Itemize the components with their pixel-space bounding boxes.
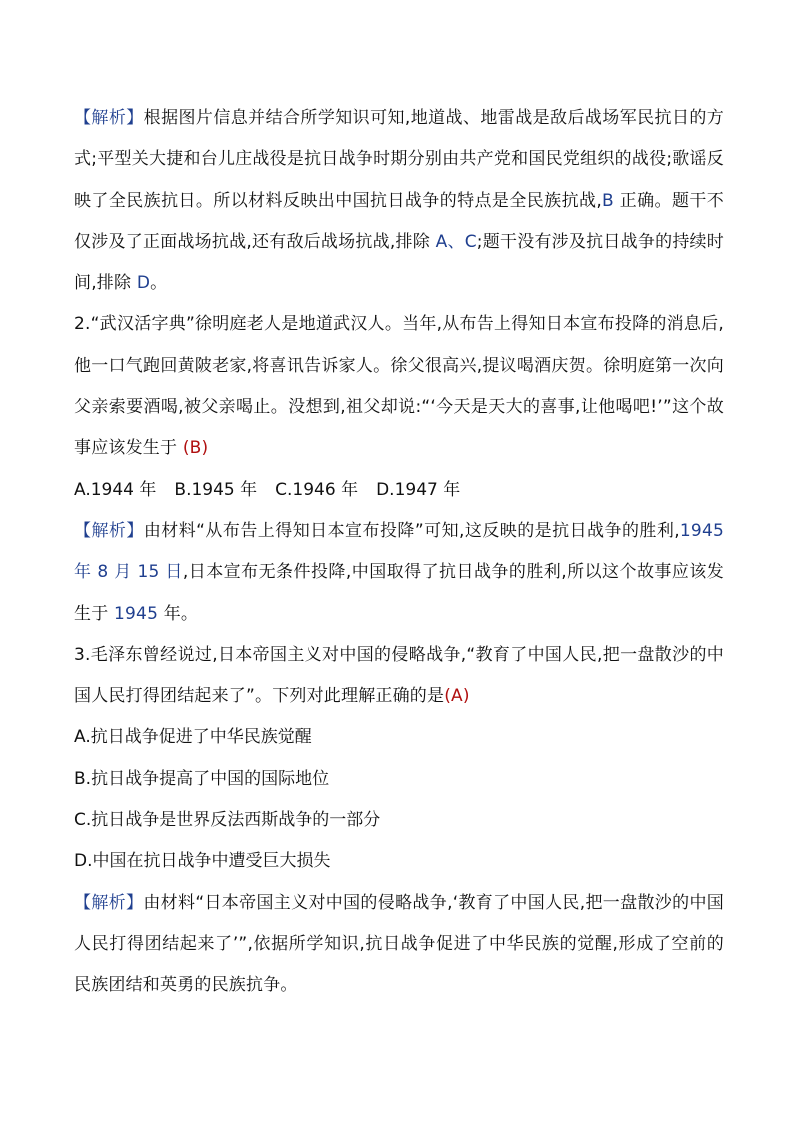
date-text: 1945 年 8 月 15 日	[74, 520, 724, 583]
answer-ref: B	[602, 190, 614, 211]
question-stem: 3.毛泽东曾经说过,日本帝国主义对中国的侵略战争,“教育了中国人民,把一盘散沙的中国人民打得团结起来了”。下列对此理解正确的是	[74, 644, 724, 707]
q3-option-a: A.抗日战争促进了中华民族觉醒	[74, 727, 312, 748]
analysis-text: 根据图片信息并结合所学知识可知,地道战、地雷战是敌后战场军民抗日的方式;平型关大捷和台儿庄战役是抗日战争时期分别由共产党和国民党组织的战役;歌谣反映了全民族抗日。所以材料反映出中国抗日战争的特点是全民族抗战,	[74, 108, 724, 211]
q3-option-c: C.抗日战争是世界反法西斯战争的一部分	[74, 810, 381, 831]
option-a: A.1944 年	[74, 479, 157, 500]
q2-analysis	[74, 511, 724, 635]
answer: (A)	[444, 686, 470, 707]
analysis-text: ,日本宣布无条件投降,中国取得了抗日战争的胜利,所以这个故事应该发生于	[74, 562, 724, 624]
analysis-text: 。	[150, 273, 168, 294]
q1-analysis	[74, 98, 724, 304]
excluded-options: D	[136, 273, 151, 294]
analysis-tag: 【解析】	[74, 892, 144, 913]
year-text: 1945	[114, 603, 159, 624]
analysis-text: 由材料“从布告上得知日本宣布投降”可知,这反映的是抗日战争的胜利,	[143, 520, 680, 541]
analysis-text: 由材料“日本帝国主义对中国的侵略战争,‘教育了中国人民,把一盘散沙的中国人民打得团结起来了’”,依据所学知识,抗日战争促进了中华民族的觉醒,形成了空前的民族团结和英勇的民族抗争。	[74, 892, 724, 996]
analysis-text: 年。	[158, 603, 199, 624]
analysis-tag: 【解析】	[74, 520, 144, 541]
q3-stem	[74, 635, 724, 718]
option-d: D.1947 年	[376, 479, 461, 500]
analysis-tag: 【解析】	[74, 108, 144, 128]
q3-option-d: D.中国在抗日战争中遭受巨大损失	[74, 851, 331, 872]
q3-option-b: B.抗日战争提高了中国的国际地位	[74, 768, 330, 789]
q2-stem	[74, 304, 724, 469]
option-c: C.1946 年	[275, 479, 359, 500]
document-page	[74, 98, 724, 1007]
option-b: B.1945 年	[174, 479, 258, 500]
q2-options	[74, 470, 724, 511]
question-stem: 2.“武汉活字典”徐明庭老人是地道武汉人。当年,从布告上得知日本宣布投降的消息后,他一口气跑回黄陂老家,将喜讯告诉家人。徐父很高兴,提议喝酒庆贺。徐明庭第一次向父亲索要酒喝,被父亲喝止。没想到,祖父却说:“‘今天是天大的喜事,让他喝吧!’”这个故事应该发生于	[74, 314, 724, 459]
excluded-options: A、C	[435, 231, 477, 252]
analysis-text: ;题干没有涉及抗日战争的持续时间,排除	[74, 231, 724, 294]
answer: (B)	[182, 438, 209, 459]
analysis-text: 正确。题干不仅涉及了正面战场抗战,还有敌后战场抗战,排除	[74, 190, 724, 252]
q3-analysis	[74, 883, 724, 1007]
